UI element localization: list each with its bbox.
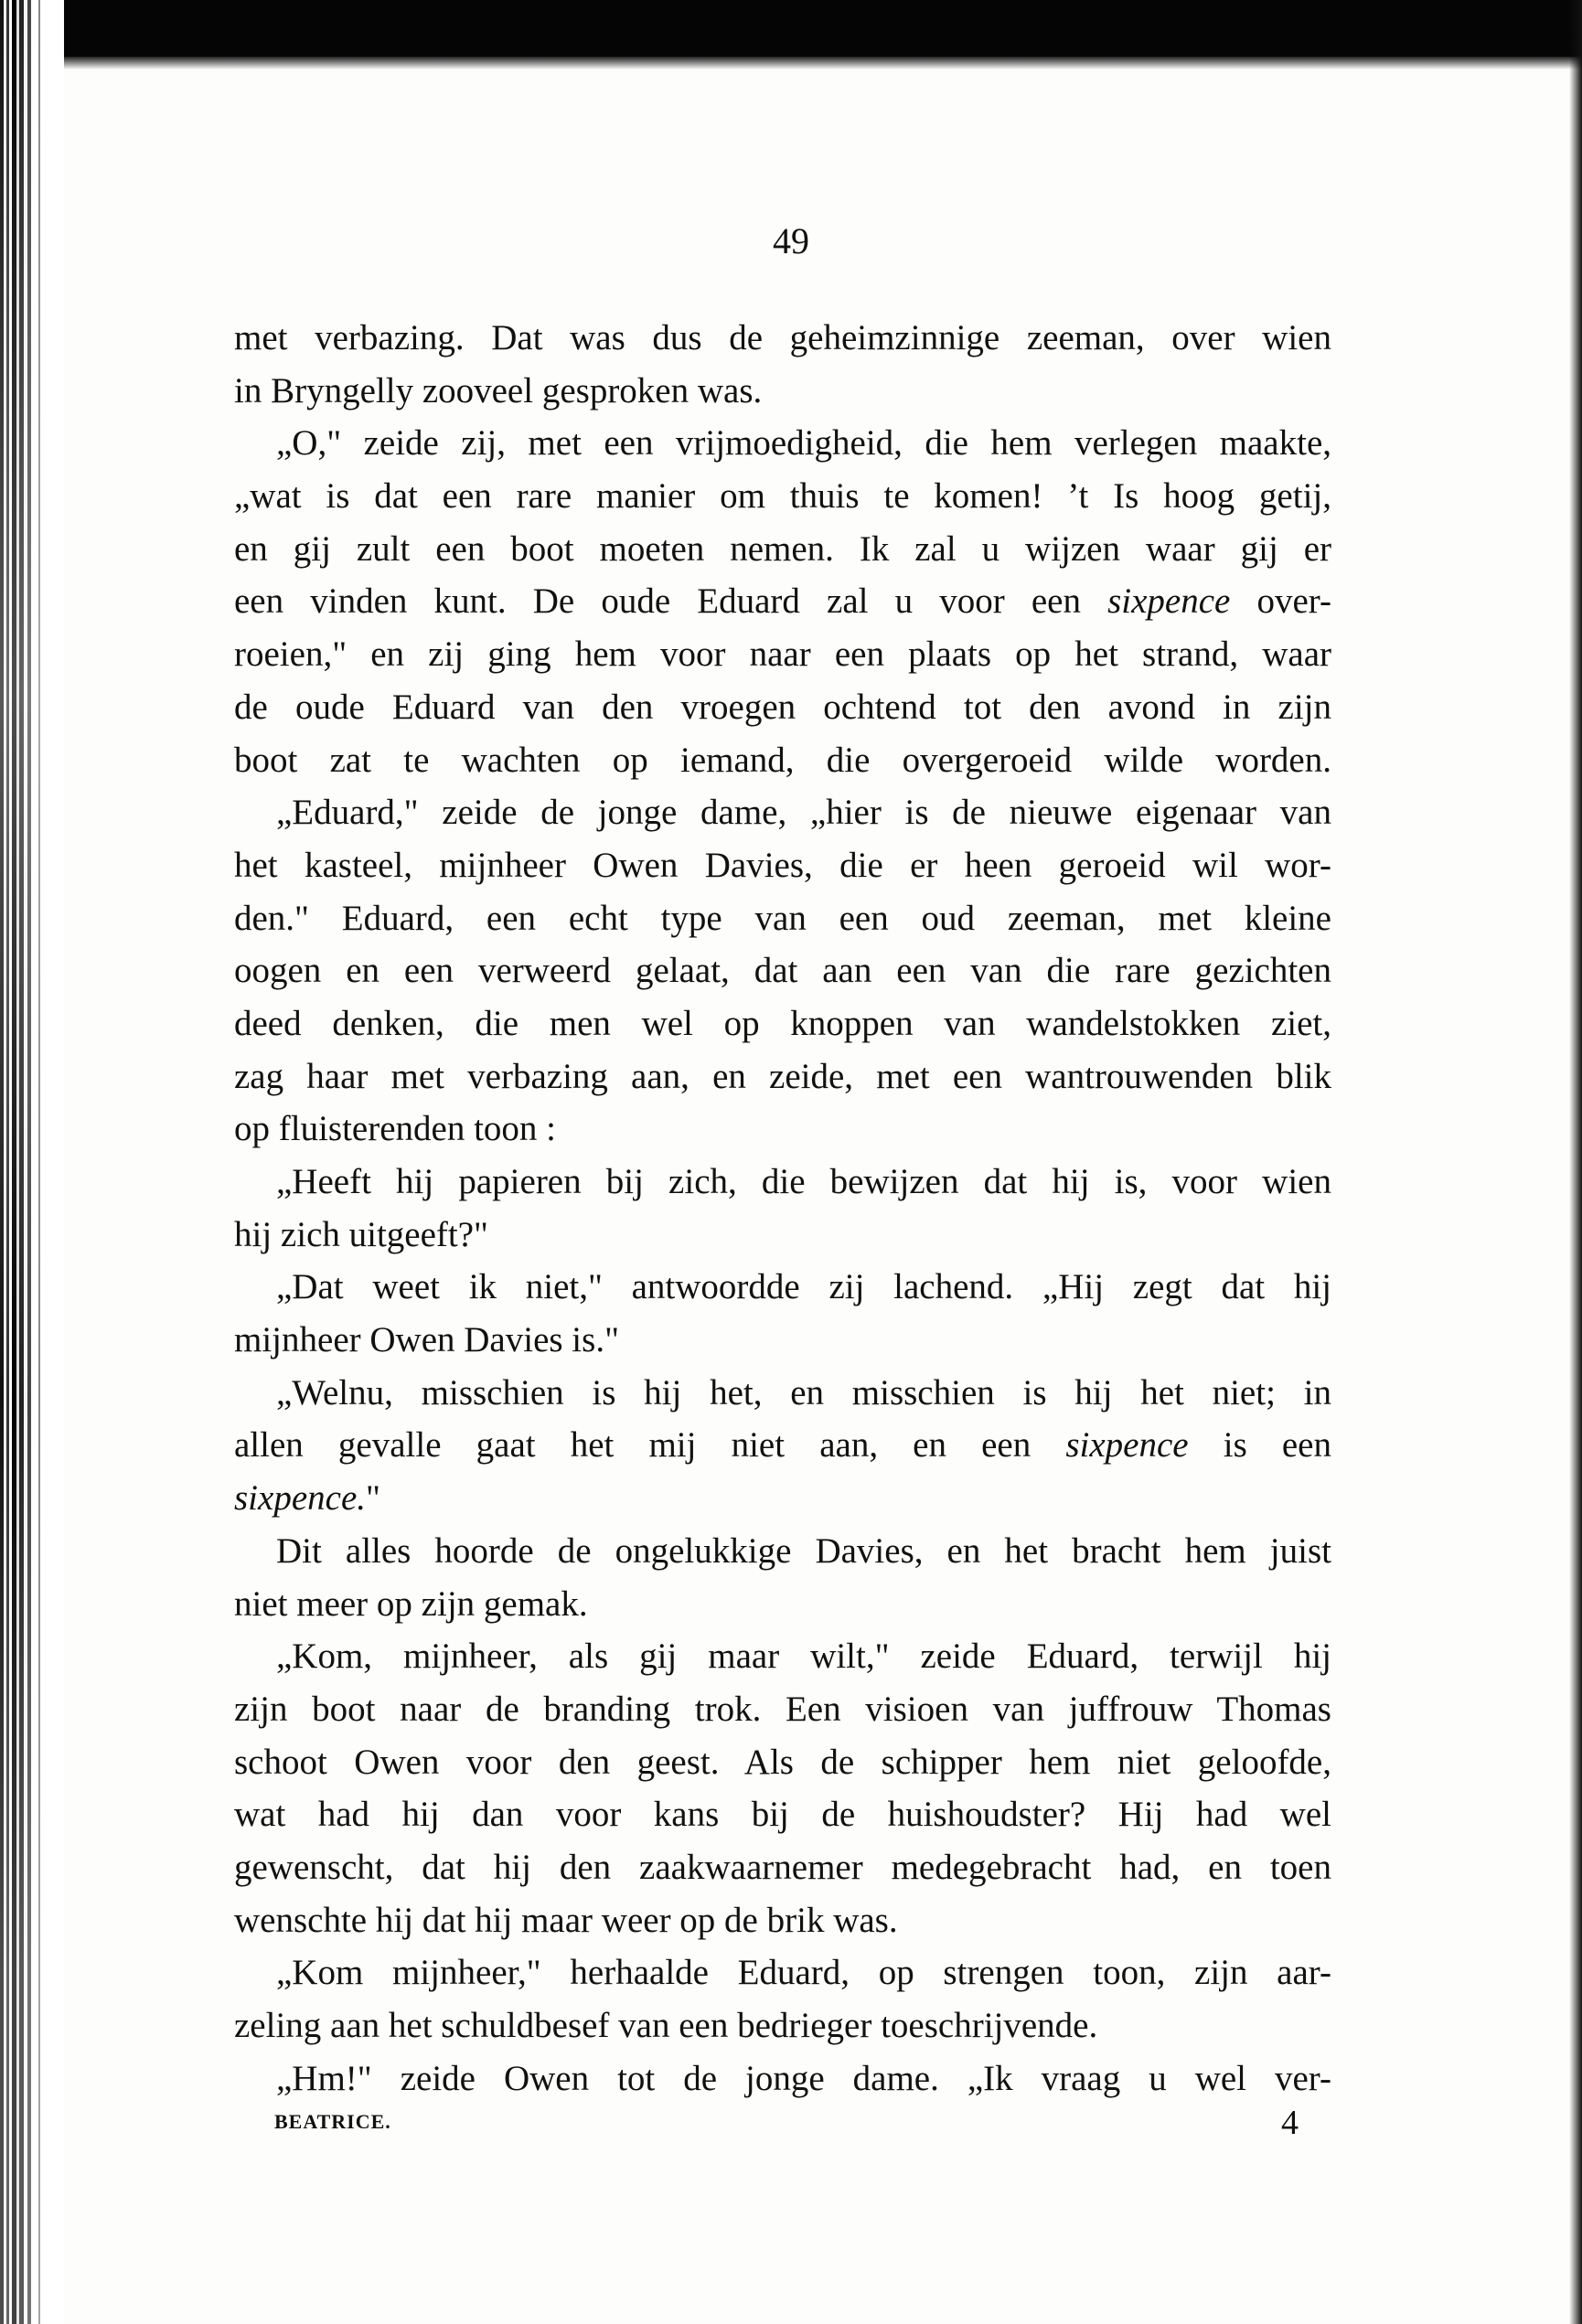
text-line [234, 1209, 1331, 1262]
scan-book-spine-edge [0, 0, 64, 2324]
text-segment: schoot Owen voor den geest. Als de schipper hem niet geloofde, [234, 1742, 1331, 1782]
text-line [234, 1525, 1331, 1578]
text-line [234, 628, 1331, 681]
text-segment: zijn boot naar de branding trok. Een visioen van juffrouw Thomas [234, 1689, 1331, 1729]
text-segment: deed denken, die men wel op knoppen van wandelstokken ziet, [234, 1003, 1331, 1043]
text-line [234, 1894, 1331, 1947]
text-segment: zag haar met verbazing aan, en zeide, met een wantrouwenden blik [234, 1056, 1331, 1096]
text-segment: een vinden kunt. De oude Eduard zal u voor een [234, 581, 1108, 622]
text-line [234, 1841, 1331, 1894]
text-segment: roeien," en zij ging hem voor naar een plaats op het strand, waar [234, 634, 1331, 675]
text-segment: en gij zult een boot moeten nemen. Ik zal u wijzen waar gij er [234, 528, 1331, 569]
text-segment: is een [1188, 1425, 1331, 1466]
text-line [234, 1736, 1331, 1789]
text-line [234, 1578, 1331, 1631]
text-segment: " [366, 1478, 380, 1519]
text-line [234, 417, 1331, 470]
italic-text: sixpence. [234, 1478, 367, 1519]
text-segment: boot zat te wachten op iemand, die overgeroeid wilde worden. [234, 740, 1331, 780]
page-footer [274, 2103, 1299, 2142]
text-segment: de oude Eduard van den vroegen ochtend tot den avond in zijn [234, 687, 1331, 727]
text-segment: op fluisterenden toon : [234, 1109, 557, 1149]
text-segment: over- [1230, 581, 1331, 622]
italic-text: sixpence [1065, 1425, 1189, 1466]
text-line [234, 1999, 1331, 2052]
text-line [234, 1946, 1331, 1999]
text-segment: „Eduard," zeide de jonge dame, „hier is de nieuwe eigenaar van [276, 793, 1331, 833]
text-line [234, 839, 1331, 892]
text-segment: „Heeft hij papieren bij zich, die bewijzen dat hij is, voor wien [276, 1162, 1331, 1201]
text-line [234, 1630, 1331, 1683]
text-segment: zeling aan het schuldbesef van een bedrieger toeschrijvende. [234, 2006, 1098, 2045]
sheet-number: 4 [1281, 2104, 1299, 2142]
text-segment: „Kom mijnheer," herhaalde Eduard, op strengen toon, zijn aar- [276, 1953, 1331, 1993]
text-segment: „Dat weet ik niet," antwoordde zij lachend. „Hij zegt dat hij [276, 1267, 1331, 1307]
text-segment: in Bryngelly zooveel gesproken was. [234, 370, 763, 410]
text-segment: niet meer op zijn gemak. [234, 1583, 588, 1624]
text-line [234, 523, 1331, 576]
text-line [234, 786, 1331, 839]
body-text [234, 312, 1331, 2105]
text-segment: mijnheer Owen Davies is." [234, 1320, 619, 1360]
text-segment: „wat is dat een rare manier om thuis te komen! ’t Is hoog getij, [234, 476, 1331, 517]
text-line [234, 1103, 1331, 1156]
text-line [234, 2052, 1331, 2105]
text-line [234, 1050, 1331, 1103]
text-line [234, 734, 1331, 787]
text-line [234, 1683, 1331, 1736]
text-segment: wat had hij dan voor kans bij de huishoudster? Hij had wel [234, 1795, 1331, 1835]
text-segment: hij zich uitgeeft?" [234, 1214, 488, 1254]
text-segment: Dit alles hoorde de ongelukkige Davies, en het bracht hem juist [276, 1530, 1331, 1571]
text-line [234, 575, 1331, 628]
text-line [234, 892, 1331, 945]
text-line [234, 470, 1331, 523]
text-segment: allen gevalle gaat het mij niet aan, en een [234, 1425, 1066, 1466]
scan-right-edge [1569, 0, 1582, 2324]
text-segment: gewenscht, dat hij den zaakwaarnemer medegebracht had, en toen [234, 1847, 1331, 1887]
text-line [234, 1314, 1331, 1367]
text-segment: den." Eduard, een echt type van een oud zeeman, met kleine [234, 898, 1331, 938]
italic-text: sixpence [1107, 581, 1231, 622]
text-line [234, 1472, 1331, 1525]
text-segment: wenschte hij dat hij maar weer op de brik was. [234, 1900, 898, 1940]
text-segment: met verbazing. Dat was dus de geheimzinnige zeeman, over wien [234, 318, 1331, 357]
text-segment: het kasteel, mijnheer Owen Davies, die er heen geroeid wil wor- [234, 845, 1331, 885]
text-line [234, 312, 1331, 365]
text-line [234, 997, 1331, 1050]
text-line [234, 681, 1331, 734]
text-segment: „Kom, mijnheer, als gij maar wilt," zeide Eduard, terwijl hij [276, 1636, 1331, 1677]
signature-mark: BEATRICE. [274, 2110, 391, 2133]
text-line [234, 1367, 1331, 1420]
scan-top-border [0, 0, 1582, 57]
text-segment: „Hm!" zeide Owen tot de jonge dame. „Ik vraag u wel ver- [276, 2058, 1331, 2098]
text-segment: oogen en een verweerd gelaat, dat aan een van die rare gezichten [234, 951, 1331, 991]
text-line [234, 365, 1331, 418]
text-segment: „O," zeide zij, met een vrijmoedigheid, die hem verlegen maakte, [276, 423, 1331, 464]
text-line [234, 1419, 1331, 1472]
text-line [234, 1261, 1331, 1314]
text-segment: „Welnu, misschien is hij het, en misschien is hij het niet; in [276, 1372, 1331, 1413]
page-number: 49 [773, 220, 809, 261]
text-line [234, 1156, 1331, 1209]
text-line [234, 944, 1331, 997]
text-line [234, 1788, 1331, 1841]
